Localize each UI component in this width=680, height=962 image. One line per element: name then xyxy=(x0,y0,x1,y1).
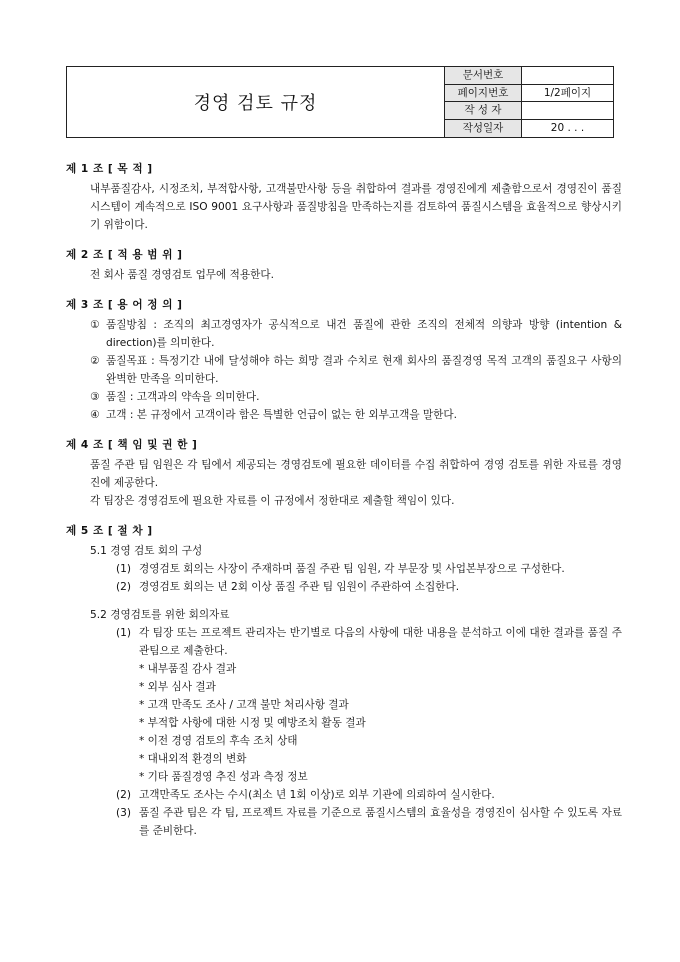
item-number: ② xyxy=(90,355,100,367)
definition-item xyxy=(66,352,622,388)
item-text: 품질목표 : 특정기간 내에 달성해야 하는 희망 결과 수치로 현재 회사의 품질경영 목적 고객의 품질요구 사항의 완벽한 만족을 의미한다. xyxy=(106,355,622,385)
document-title: 경영 검토 규정 xyxy=(67,67,445,137)
section-paragraph: 각 팀장은 경영검토에 필요한 자료를 이 규정에서 정한대로 제출할 책임이 있다. xyxy=(90,495,455,507)
meta-label: 작 성 자 xyxy=(445,102,522,119)
section-heading: 제 1 조 [ 목 적 ] xyxy=(66,163,153,175)
meta-label: 페이지번호 xyxy=(445,85,522,102)
section-definitions xyxy=(66,296,622,424)
bullet-item: * 외부 심사 결과 xyxy=(139,681,216,693)
meta-row-date xyxy=(445,120,613,138)
item-text: 고객만족도 조사는 수시(최소 년 1회 이상)로 외부 기관에 의뢰하여 실시한다. xyxy=(139,789,495,801)
definition-item xyxy=(66,388,622,406)
section-procedure xyxy=(66,522,622,840)
meta-row-author xyxy=(445,102,613,120)
item-number: ① xyxy=(90,319,100,331)
meta-label: 문서번호 xyxy=(445,67,522,84)
procedure-item xyxy=(66,804,622,840)
meta-row-doc-number xyxy=(445,67,613,85)
bullet-item: * 대내외적 환경의 변화 xyxy=(139,753,247,765)
meta-value xyxy=(522,102,613,119)
bullet-item: * 이전 경영 검토의 후속 조치 상태 xyxy=(139,735,298,747)
bullet-item: * 기타 품질경영 추진 성과 측정 정보 xyxy=(139,771,308,783)
meta-row-page-number xyxy=(445,85,613,103)
definition-item xyxy=(66,406,622,424)
meta-value: 20 . . . xyxy=(550,121,585,134)
item-number: (1) xyxy=(116,627,132,639)
spacer xyxy=(66,596,622,606)
item-text: 각 팀장 또는 프로젝트 관리자는 반기별로 다음의 사항에 대한 내용을 분석하고 이에 대한 결과를 품질 주관팀으로 제출한다. xyxy=(139,627,622,657)
item-number: (3) xyxy=(116,807,132,819)
item-number: ③ xyxy=(90,391,100,403)
item-text: 고객 : 본 규정에서 고객이라 함은 특별한 언급이 없는 한 외부고객을 말한다. xyxy=(106,409,457,421)
section-scope xyxy=(66,246,622,284)
section-heading: 제 3 조 [ 용 어 정 의 ] xyxy=(66,299,183,311)
section-paragraph: 품질 주관 팀 임원은 각 팀에서 제공되는 경영검토에 필요한 데이터를 수집 취합하여 경영 검토를 위한 자료를 경영진에 제공한다. xyxy=(90,459,622,489)
procedure-item xyxy=(66,786,622,804)
subsection-title: 5.2 경영검토를 위한 회의자료 xyxy=(90,609,230,621)
section-heading: 제 4 조 [ 책 임 및 권 한 ] xyxy=(66,439,198,451)
item-number: ④ xyxy=(90,409,100,421)
meta-label: 작성일자 xyxy=(445,120,522,138)
item-text: 경영검토 회의는 년 2회 이상 품질 주관 팀 임원이 주관하여 소집한다. xyxy=(139,581,460,593)
procedure-item xyxy=(66,624,622,660)
subsection-title: 5.1 경영 검토 회의 구성 xyxy=(90,545,203,557)
item-number: (2) xyxy=(116,581,132,593)
item-text: 경영검토 회의는 사장이 주재하며 품질 주관 팀 임원, 각 부문장 및 사업본부장으로 구성한다. xyxy=(139,563,565,575)
procedure-item xyxy=(66,560,622,578)
definition-item xyxy=(66,316,622,352)
section-heading: 제 5 조 [ 절 차 ] xyxy=(66,525,153,537)
item-number: (2) xyxy=(116,789,132,801)
section-heading: 제 2 조 [ 적 용 범 위 ] xyxy=(66,249,183,261)
bullet-item: * 부적합 사항에 대한 시정 및 예방조치 활동 결과 xyxy=(139,717,366,729)
section-paragraph: 전 회사 품질 경영검토 업무에 적용한다. xyxy=(90,269,274,281)
procedure-item xyxy=(66,578,622,596)
bullet-item: * 내부품질 감사 결과 xyxy=(139,663,237,675)
section-purpose xyxy=(66,160,622,234)
section-responsibility xyxy=(66,436,622,510)
item-text: 품질 주관 팀은 각 팀, 프로젝트 자료를 기준으로 품질시스템의 효율성을 경영진이 심사할 수 있도록 자료를 준비한다. xyxy=(139,807,622,837)
item-number: (1) xyxy=(116,563,132,575)
document-meta-table xyxy=(445,67,613,137)
section-paragraph: 내부품질감사, 시정조치, 부적합사항, 고객불만사항 등을 취합하여 결과를 경영진에게 제출함으로서 경영진이 품질시스템이 계속적으로 ISO 9001 요구사항과 품질방침을 만족하는지를 검토하여 품질시스템을 효율적으로 향상시키기 위함이다. xyxy=(90,183,622,231)
document-header-table xyxy=(66,66,614,138)
item-text: 품질 : 고객과의 약속을 의미한다. xyxy=(106,391,260,403)
item-text: 품질방침 : 조직의 최고경영자가 공식적으로 내건 품질에 관한 조직의 전체적 의향과 방향 (intention & direction)를 의미한다. xyxy=(106,319,622,349)
meta-value: 1/2페이지 xyxy=(543,86,592,99)
document-body xyxy=(66,160,622,852)
bullet-item: * 고객 만족도 조사 / 고객 불만 처리사항 결과 xyxy=(139,699,349,711)
meta-value xyxy=(522,67,613,84)
